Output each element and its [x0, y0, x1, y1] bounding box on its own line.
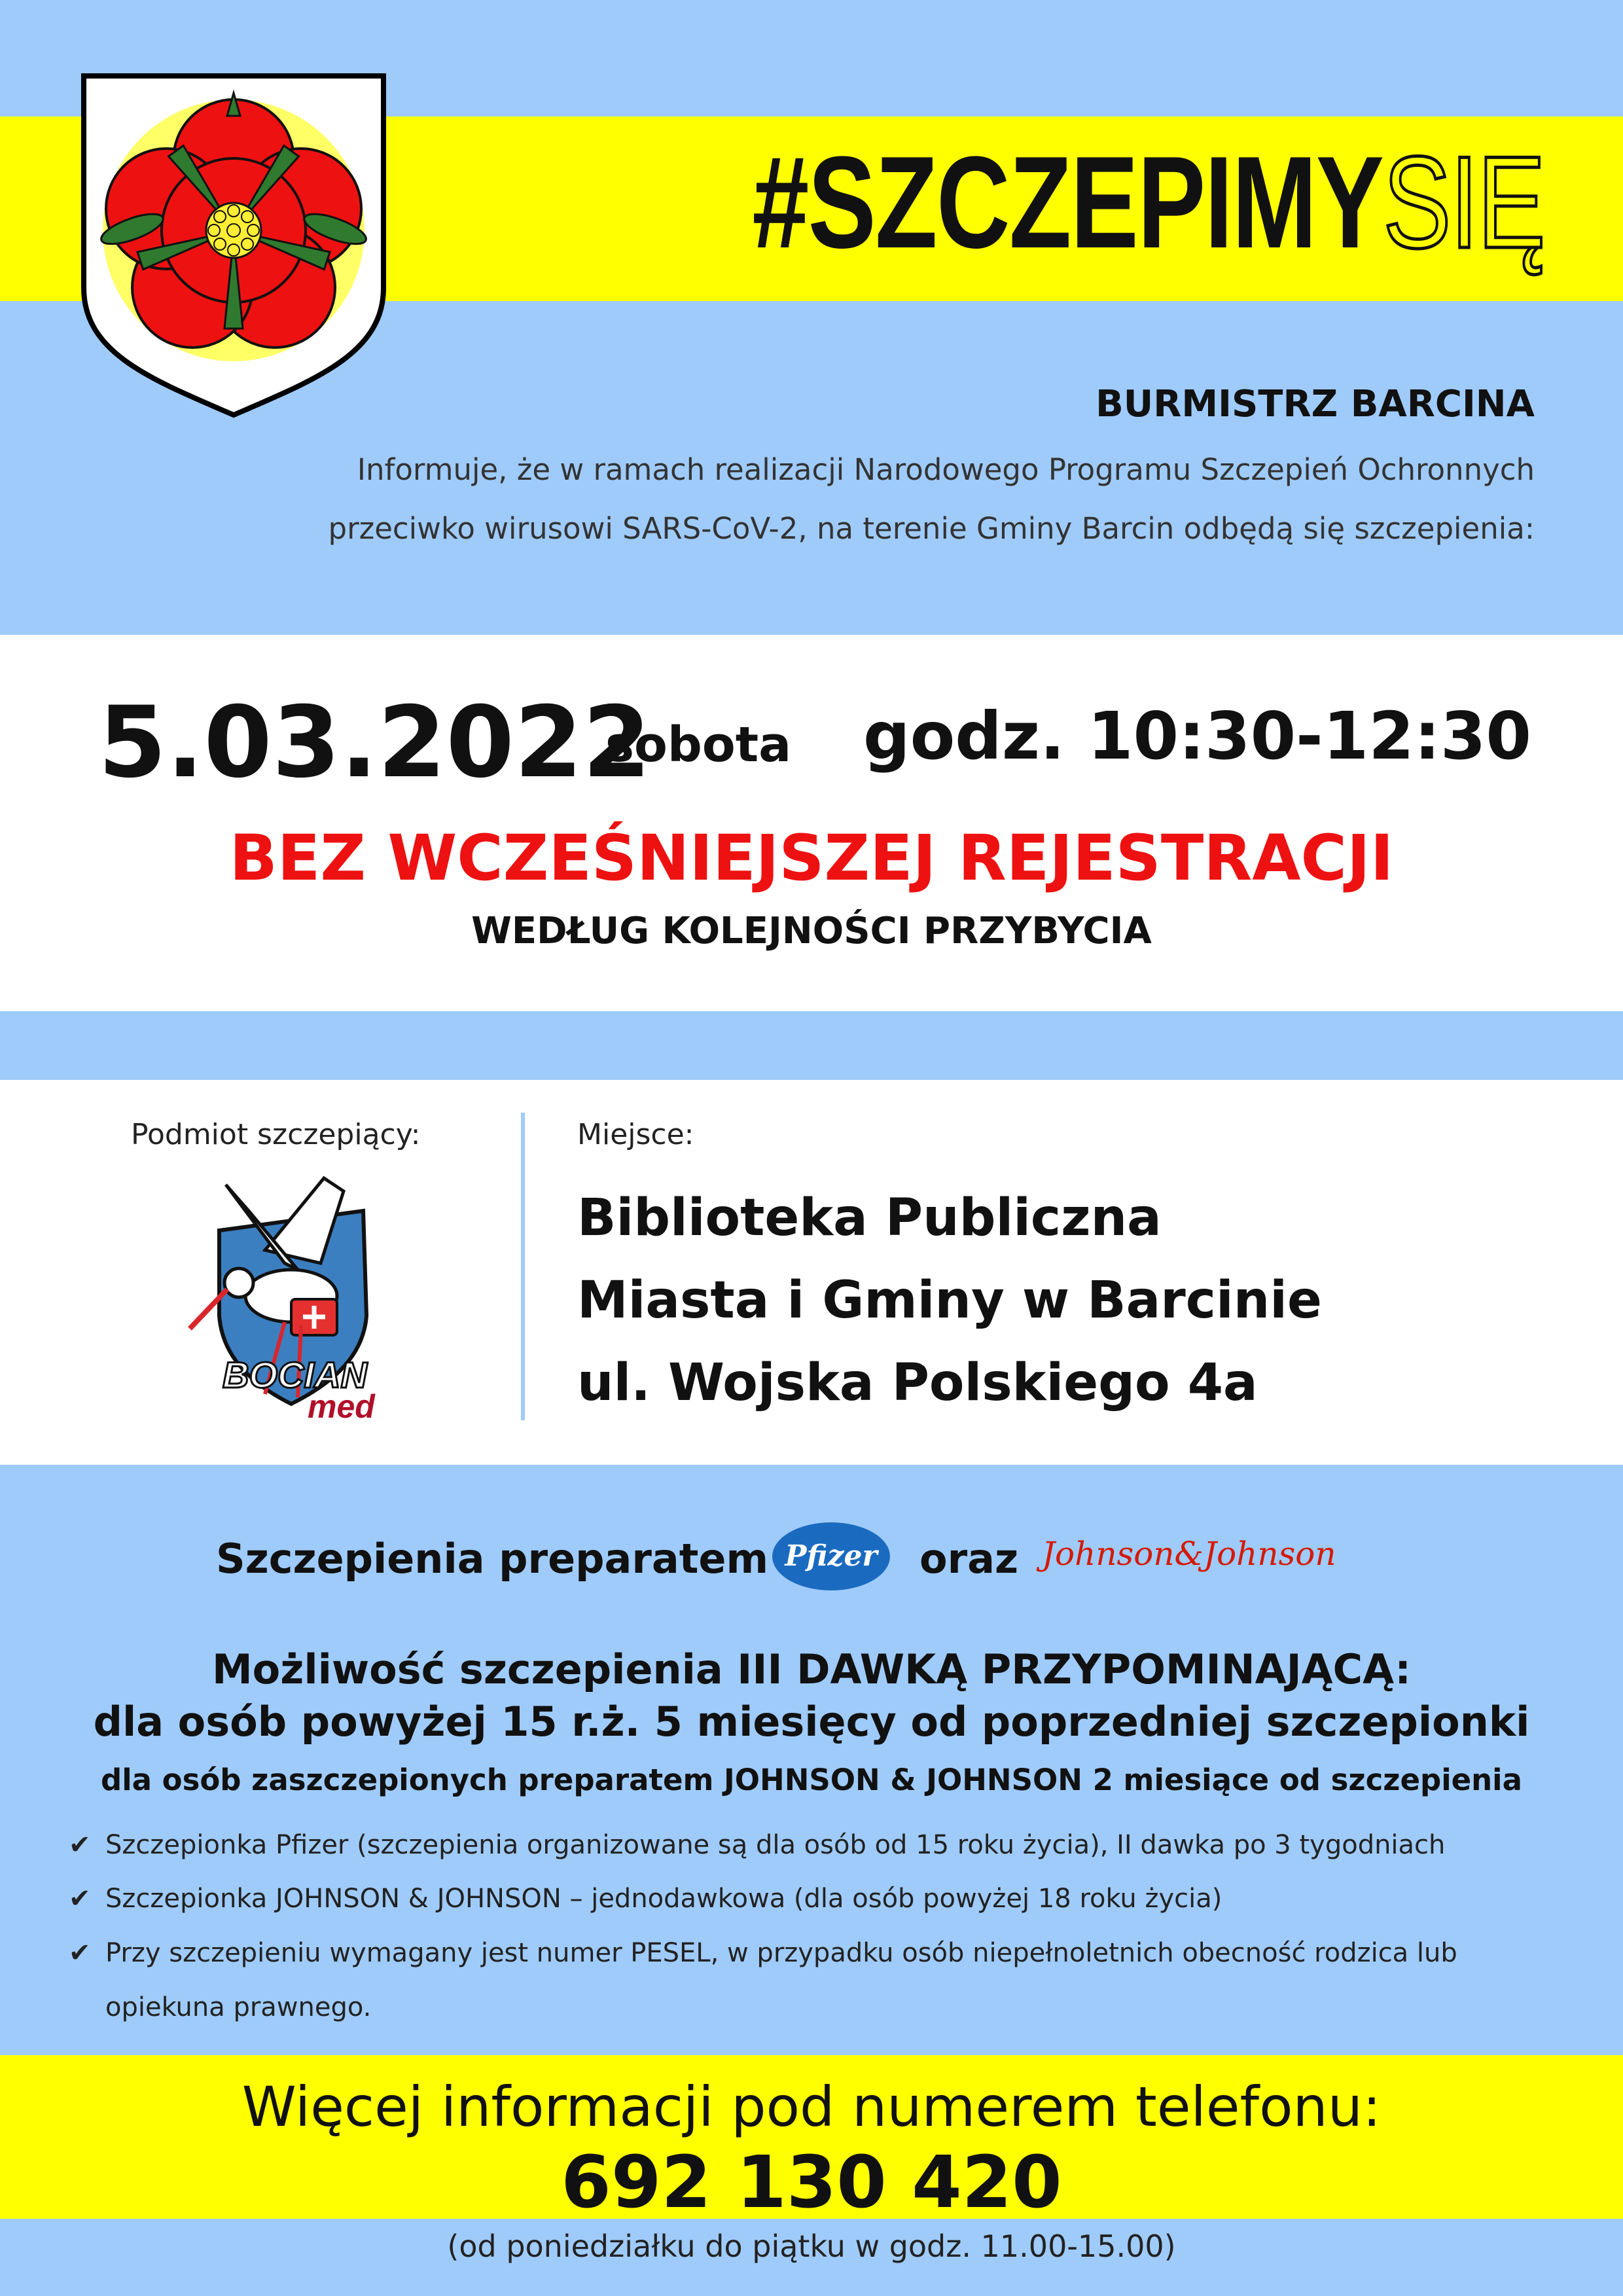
info-line-2: przeciwko wirusowi SARS-CoV-2, na terenie Gminy Barcin odbędą się szczepienia:: [328, 511, 1535, 546]
booster-line-3: dla osób zaszczepionych preparatem JOHNSON & JOHNSON 2 miesiące od szczepienia: [101, 1763, 1522, 1797]
place-line-2: Miasta i Gminy w Barcinie: [577, 1271, 1322, 1330]
hashtag-outline: SIĘ: [1383, 130, 1544, 276]
bullet-continuation: opiekuna prawnego.: [105, 1992, 372, 2022]
hashtag-title: [752, 130, 1544, 276]
arrival-order-notice: WEDŁUG KOLEJNOŚCI PRZYBYCIA: [471, 910, 1152, 952]
provider-label: Podmiot szczepiący:: [131, 1118, 421, 1151]
no-registration-notice: BEZ WCZEŚNIEJSZEJ REJESTRACJI: [229, 821, 1394, 895]
contact-title: Więcej informacji pod numerem telefonu:: [241, 2075, 1382, 2139]
pfizer-logo-icon: [771, 1520, 892, 1593]
check-icon: ✔: [69, 1830, 91, 1860]
vaccines-text: Szczepienia preparatem: [216, 1535, 769, 1583]
booster-line-1: Możliwość szczepienia III DAWKĄ PRZYPOMINAJĄCĄ:: [211, 1645, 1412, 1693]
bullet-item: ✔ Szczepionka JOHNSON & JOHNSON – jednodawkowa (dla osób powyżej 18 roku życia): [69, 1884, 1222, 1914]
event-hours: godz. 10:30-12:30: [863, 698, 1531, 774]
booster-line-2: dla osób powyżej 15 r.ż. 5 miesięcy od poprzedniej szczepionki: [93, 1698, 1530, 1746]
pfizer-logo-text: Pfizer: [785, 1539, 878, 1573]
burmistrz-title: BURMISTRZ BARCINA: [1096, 383, 1535, 425]
place-line-3: ul. Wojska Polskiego 4a: [577, 1354, 1258, 1412]
med-logo-text: med: [308, 1388, 375, 1425]
hashtag-solid: #SZCZEPIMY: [752, 130, 1383, 276]
info-line-1: Informuje, że w ramach realizacji Narodowego Programu Szczepień Ochronnych: [357, 452, 1535, 487]
bullet-item: ✔ Przy szczepieniu wymagany jest numer PESEL, w przypadku osób niepełnoletnich obecność rodzica lub: [69, 1938, 1457, 1968]
event-date: 5.03.2022: [98, 686, 651, 800]
check-icon: ✔: [69, 1884, 91, 1914]
bullet-item: ✔ Szczepionka Pfizer (szczepienia organizowane są dla osób od 15 roku życia), II dawka po 3 tygodniach: [69, 1830, 1446, 1860]
coat-of-arms-icon: [80, 72, 387, 419]
vertical-divider: [521, 1113, 525, 1420]
johnson-logo-text: Johnson&Johnson: [1042, 1535, 1336, 1573]
place-label: Miejsce:: [577, 1118, 694, 1151]
event-day: sobota: [605, 717, 792, 773]
phone-number: 692 130 420: [561, 2140, 1062, 2224]
check-icon: ✔: [69, 1938, 91, 1968]
contact-hours-note: (od poniedziałku do piątku w godz. 11.00-15.00): [447, 2229, 1176, 2264]
place-line-1: Biblioteka Publiczna: [577, 1189, 1162, 1247]
bocian-logo-text: BOCIAN: [223, 1354, 367, 1395]
oraz-text: oraz: [919, 1535, 1019, 1583]
